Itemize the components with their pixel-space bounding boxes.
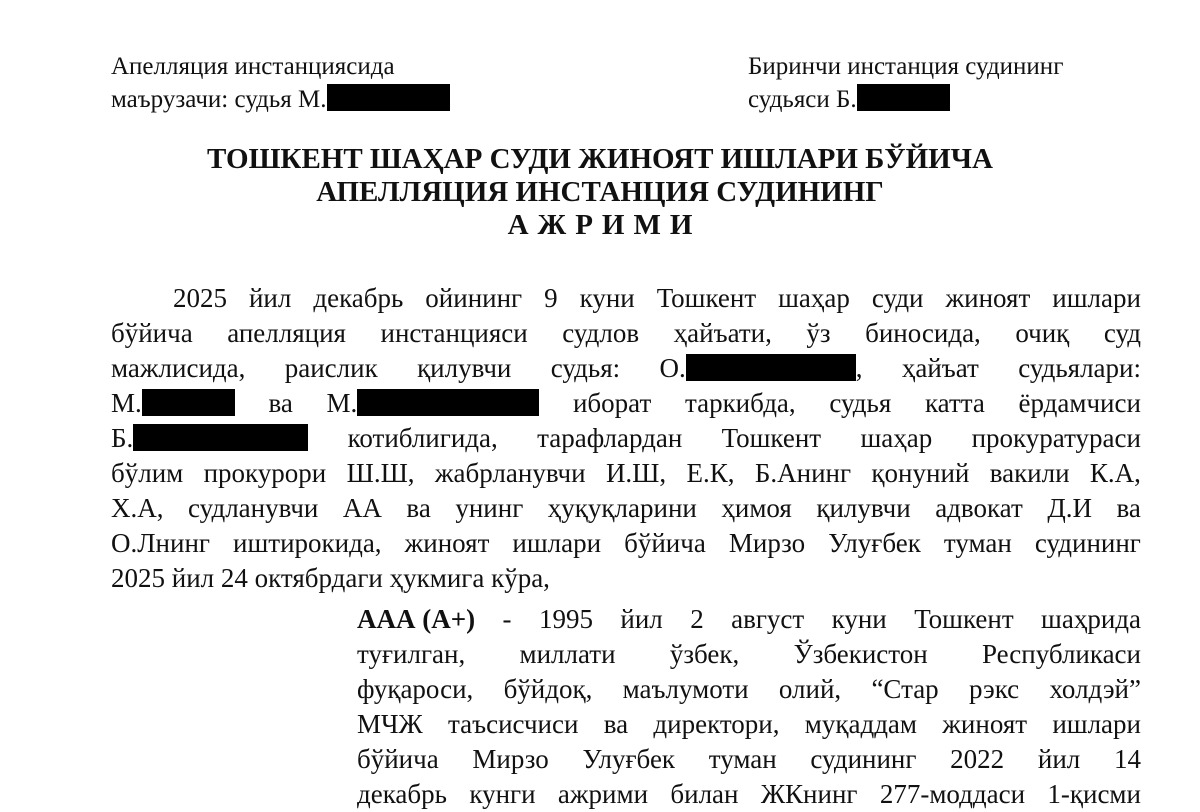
word: О.Лнинг <box>111 528 210 558</box>
word: куни <box>579 283 635 313</box>
word: судья: <box>550 353 621 383</box>
word: шаҳар <box>778 283 850 313</box>
word: - <box>502 604 512 634</box>
word: ёрдамчиси <box>1018 388 1141 418</box>
defendant-bio <box>357 602 1141 812</box>
word: О. <box>659 353 686 383</box>
word: АА <box>342 493 382 523</box>
bio-line <box>357 742 1141 777</box>
word: декабрь <box>357 779 447 809</box>
word: ажрими <box>557 779 649 809</box>
word: ҳуқуқларини <box>547 493 697 523</box>
bio-line <box>357 637 1141 672</box>
word: куни <box>831 604 887 634</box>
body-line-text: 2025 йил 24 октябрдаги ҳукмига кўра, <box>111 563 550 593</box>
word: ҳайъати, <box>673 318 772 348</box>
redaction-bar <box>142 389 235 416</box>
header-right <box>748 50 1063 116</box>
word: “Стар <box>871 674 939 704</box>
word: ҳайъат <box>901 353 979 383</box>
word: судья <box>829 388 892 418</box>
word: инстанцияси <box>380 318 528 348</box>
word: судининг <box>810 744 917 774</box>
word: муқаддам <box>804 709 917 739</box>
bio-line <box>357 602 1141 637</box>
word: билан <box>670 779 739 809</box>
word: котиблигида, <box>347 423 498 453</box>
word: Х.А, <box>111 493 164 523</box>
word: ва <box>268 388 293 418</box>
word: 2022 <box>950 744 1005 774</box>
word: қилувчи <box>417 353 512 383</box>
word: К.А, <box>1089 458 1141 488</box>
body-line <box>111 281 1141 316</box>
bio-line <box>357 707 1141 742</box>
word: туғилган, <box>357 639 466 669</box>
word: шаҳар <box>860 423 933 453</box>
word: иборат <box>572 388 652 418</box>
header-right-line2 <box>748 83 1063 116</box>
word: ишлари <box>1052 709 1141 739</box>
word: холдэй” <box>1049 674 1141 704</box>
word: , <box>855 353 863 383</box>
word: ишлари <box>1052 283 1141 313</box>
word: очиқ <box>1015 318 1070 348</box>
header-left-line2 <box>111 83 450 116</box>
word: Е.К, <box>686 458 735 488</box>
word: туман <box>708 744 777 774</box>
bio-line <box>357 777 1141 812</box>
word: суд <box>1103 318 1141 348</box>
word: Тошкент <box>656 283 757 313</box>
word: Ш.Ш, <box>346 458 415 488</box>
word: таъсисчиси <box>448 709 579 739</box>
redaction-bar <box>327 84 450 111</box>
body-line <box>111 351 1141 386</box>
word: И.Ш, <box>605 458 667 488</box>
word: йил <box>620 604 663 634</box>
body-line <box>111 456 1141 491</box>
word: рэкс <box>968 674 1020 704</box>
word: катта <box>924 388 985 418</box>
body-line <box>111 491 1141 526</box>
title-line3: АЖРИМИ <box>507 209 702 241</box>
word: Тошкент <box>721 423 822 453</box>
word: ойининг <box>425 283 523 313</box>
word: ўз <box>806 318 831 348</box>
header-right-line1: Биринчи инстанция судининг <box>748 53 1064 80</box>
word: август <box>731 604 805 634</box>
word: 1995 <box>538 604 593 634</box>
word: Б. <box>111 423 134 453</box>
word: адвокат <box>935 493 1023 523</box>
word: раислик <box>284 353 378 383</box>
word: бўлим <box>111 458 184 488</box>
redaction-bar <box>357 389 539 416</box>
word: Мирзо <box>728 528 806 558</box>
rapporteur-label: маърузачи: судья М. <box>111 86 327 113</box>
word: Улуғбек <box>582 744 676 774</box>
header-left <box>111 50 450 116</box>
body-line <box>111 386 1141 421</box>
word: тарафлардан <box>537 423 683 453</box>
body-line <box>111 316 1141 351</box>
word: Республикаси <box>981 639 1141 669</box>
word: 277-моддаси <box>879 779 1026 809</box>
word: олий, <box>778 674 842 704</box>
header-left-line1: Апелляция инстанциясида <box>111 53 395 80</box>
word: 1-қисми <box>1047 779 1141 809</box>
word: йил <box>1037 744 1081 774</box>
redaction-bar <box>133 424 308 451</box>
word: бўйича <box>624 528 706 558</box>
word: ҳимоя <box>721 493 792 523</box>
word: 2 <box>690 604 704 634</box>
word: жиноят <box>945 283 1031 313</box>
word: М. <box>111 388 142 418</box>
body-line-last <box>111 561 1141 596</box>
word: биносида, <box>865 318 981 348</box>
word: ва <box>406 493 431 523</box>
redaction-bar <box>686 354 856 381</box>
word: жиноят <box>404 528 490 558</box>
word: йил <box>248 283 292 313</box>
word: судининг <box>1034 528 1141 558</box>
word: ўзбек, <box>669 639 740 669</box>
word: 2025 <box>173 283 227 313</box>
word: жиноят <box>942 709 1028 739</box>
word: ишлари <box>512 528 602 558</box>
word: ва <box>603 709 629 739</box>
word: прокуратураси <box>971 423 1141 453</box>
word: МЧЖ <box>357 709 423 739</box>
word: прокурори <box>203 458 327 488</box>
word: унинг <box>455 493 524 523</box>
first-instance-judge-label: судьяси Б. <box>748 86 857 113</box>
word: 9 <box>544 283 558 313</box>
word: қилувчи <box>816 493 911 523</box>
defendant-name: ААА (А+) <box>357 604 476 634</box>
word: мажлисида, <box>111 353 246 383</box>
word: Б.Анинг <box>754 458 852 488</box>
word: декабрь <box>313 283 404 313</box>
word: вакили <box>989 458 1070 488</box>
word: фуқароси, <box>357 674 474 704</box>
word: бўйдоқ, <box>503 674 593 704</box>
word: бўйича <box>357 744 439 774</box>
word: судланувчи <box>188 493 319 523</box>
word: Д.И <box>1047 493 1092 523</box>
word: судьялари: <box>1018 353 1141 383</box>
word: ЖКнинг <box>760 779 858 809</box>
word: апелляция <box>227 318 346 348</box>
word: миллати <box>519 639 616 669</box>
word: қонуний <box>871 458 970 488</box>
word: 14 <box>1113 744 1141 774</box>
word: Тошкент <box>914 604 1014 634</box>
word: Мирзо <box>472 744 549 774</box>
word: судлов <box>562 318 640 348</box>
word: Ўзбекистон <box>793 639 928 669</box>
word: кунги <box>469 779 536 809</box>
body-line <box>111 526 1141 561</box>
word: жабрланувчи <box>434 458 586 488</box>
title-line2: АПЕЛЛЯЦИЯ ИНСТАНЦИЯ СУДИНИНГ <box>316 176 884 208</box>
word: шаҳрида <box>1041 604 1141 634</box>
title-line1: ТОШКЕНТ ШАҲАР СУДИ ЖИНОЯТ ИШЛАРИ БЎЙИЧА <box>207 143 993 175</box>
word: ва <box>1116 493 1141 523</box>
word: М. <box>326 388 358 418</box>
word: туман <box>943 528 1012 558</box>
word: суди <box>871 283 924 313</box>
word: бўйича <box>111 318 193 348</box>
ruling-body <box>111 281 1141 596</box>
word: таркибда, <box>684 388 796 418</box>
word: иштирокида, <box>233 528 382 558</box>
document-title <box>0 143 1200 242</box>
redaction-bar <box>857 84 950 111</box>
word: директори, <box>653 709 780 739</box>
bio-line <box>357 672 1141 707</box>
body-line <box>111 421 1141 456</box>
word: маълумоти <box>622 674 749 704</box>
word: Улуғбек <box>828 528 921 558</box>
